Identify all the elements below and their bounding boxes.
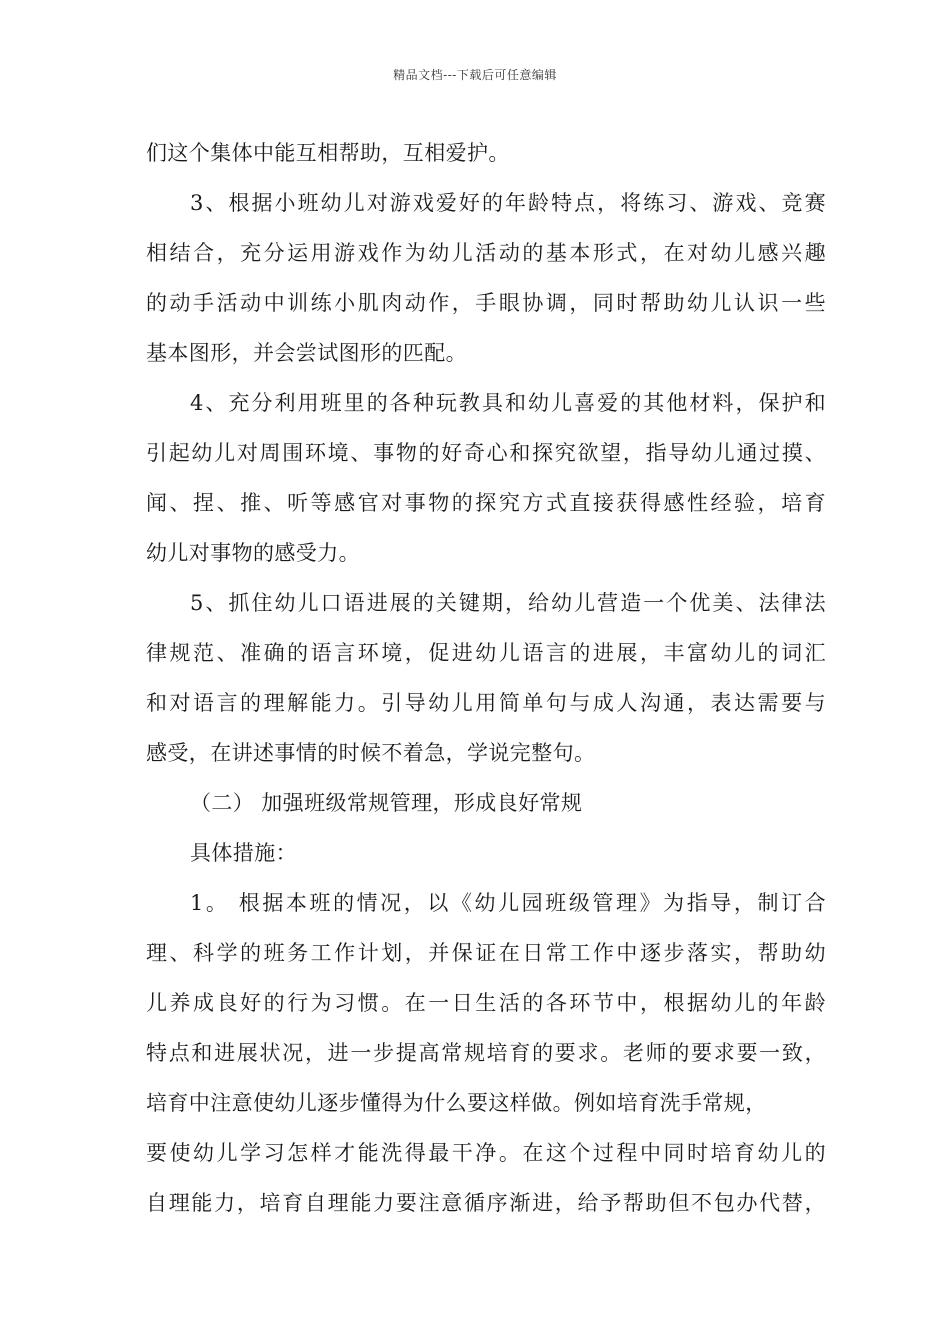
text-line: 1。 根据本班的情况，以《幼儿园班级管理》为指导，制订合 xyxy=(190,891,826,915)
document-body xyxy=(146,128,826,1228)
text-line: 们这个集体中能互相帮助，互相爱护。 xyxy=(146,141,510,165)
text-line: 的动手活动中训练小肌肉动作，手眼协调，同时帮助幼儿认识一些 xyxy=(146,291,826,315)
text-line: 自理能力，培育自理能力要注意循序渐进，给予帮助但不包办代替， xyxy=(146,1191,826,1215)
text-line: 引起幼儿对周围环境、事物的好奇心和探究欲望，指导幼儿通过摸、 xyxy=(146,441,826,465)
text-line: 律规范、准确的语言环境，促进幼儿语言的进展，丰富幼儿的词汇 xyxy=(146,641,826,665)
text-line: 要使幼儿学习怎样才能洗得最干净。在这个过程中同时培育幼儿的 xyxy=(146,1141,826,1165)
text-line: 理、科学的班务工作计划，并保证在日常工作中逐步落实，帮助幼 xyxy=(146,941,826,965)
text-line: 和对语言的理解能力。引导幼儿用简单句与成人沟通，表达需要与 xyxy=(146,691,826,715)
page-header: 精品文档---下载后可任意编辑 xyxy=(393,68,557,82)
text-line: 5、抓住幼儿口语进展的关键期，给幼儿营造一个优美、法律法 xyxy=(190,591,826,615)
text-line: 幼儿对事物的感受力。 xyxy=(146,541,360,565)
text-line: 闻、捏、推、听等感官对事物的探究方式直接获得感性经验，培育 xyxy=(146,491,826,515)
text-line: 培育中注意使幼儿逐步懂得为什么要这样做。例如培育洗手常规， xyxy=(146,1091,767,1115)
text-line: 基本图形，并会尝试图形的匹配。 xyxy=(146,341,467,365)
text-line: 相结合，充分运用游戏作为幼儿活动的基本形式，在对幼儿感兴趣 xyxy=(146,241,826,265)
text-line: 4、充分利用班里的各种玩教具和幼儿喜爱的其他材料，保护和 xyxy=(190,391,826,415)
section-heading: （二） 加强班级常规管理，形成良好常规 xyxy=(190,791,583,815)
text-line: 3、根据小班幼儿对游戏爱好的年龄特点，将练习、游戏、竞赛 xyxy=(190,191,826,215)
text-line: 具体措施： xyxy=(190,841,297,865)
text-line: 感受，在讲述事情的时候不着急，学说完整句。 xyxy=(146,741,596,765)
text-line: 儿养成良好的行为习惯。在一日生活的各环节中，根据幼儿的年龄 xyxy=(146,991,826,1015)
text-line: 特点和进展状况，进一步提高常规培育的要求。老师的要求要一致， xyxy=(146,1041,826,1065)
